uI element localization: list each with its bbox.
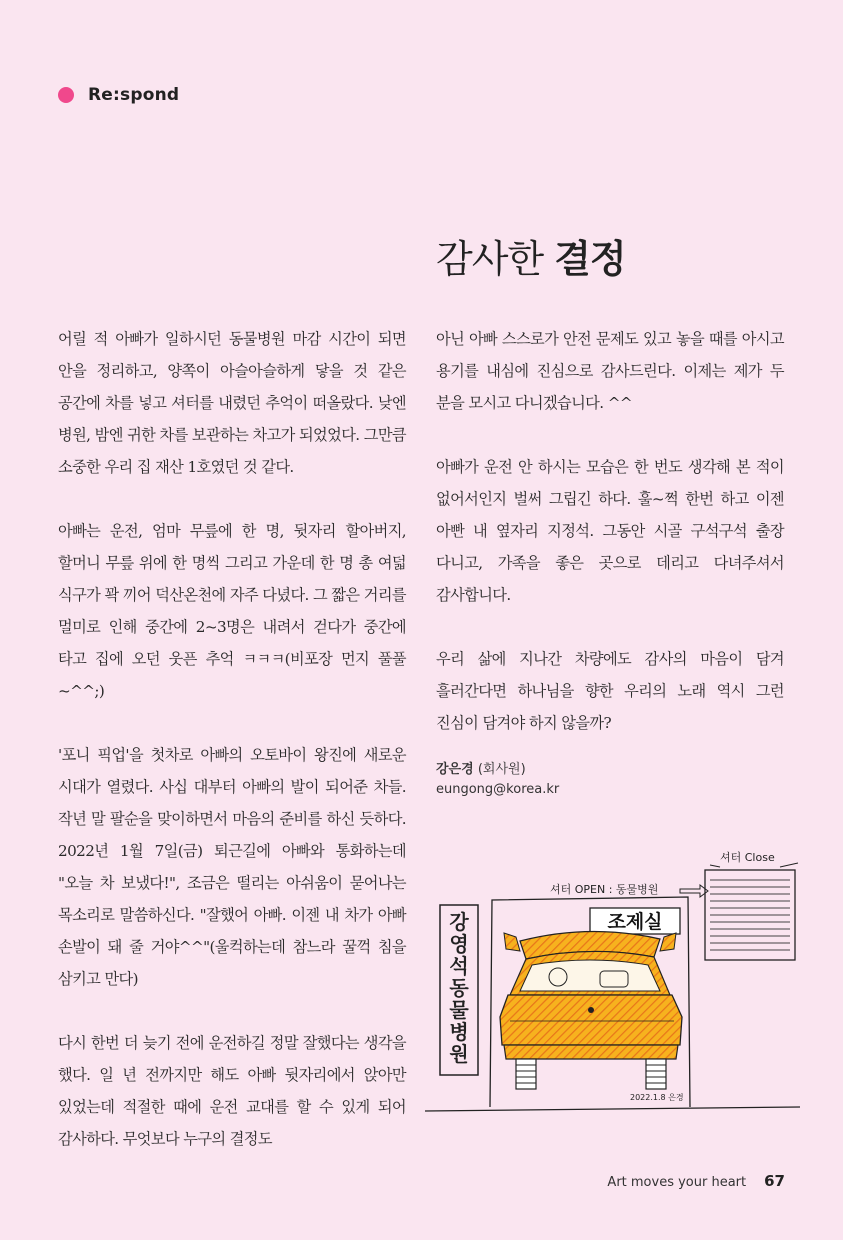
car-mirror — [504, 933, 520, 951]
paragraph: 다시 한번 더 늦기 전에 운전하길 정말 잘했다는 생각을 했다. 일 년 전까지만 해도 아빠 뒷자리에서 앉아만 있었는데 적절한 때에 운전 교대를 할 수 있게 되어 감사하다. 무엇보다 누구의 결정도 — [58, 1034, 406, 1148]
author-block — [436, 760, 559, 800]
sign-char: 동 — [449, 976, 469, 1000]
car-mirror — [660, 933, 676, 951]
car-garage-illustration — [420, 845, 805, 1130]
right-column — [436, 323, 784, 739]
paragraph: 아빠는 운전, 엄마 무릎에 한 명, 뒷자리 할아버지, 할머니 무릎 위에 한 명씩 그리고 가운데 한 명 총 여덟 식구가 꽉 끼어 덕산온천에 자주 다녔다. 그 짧은 거리를 멀미로 인해 중간에 2~3명은 내려서 걷다가 중간에 타고 집에 오던 웃픈 추억 ㅋㅋㅋ(비포장 먼지 풀풀~^^;) — [58, 522, 406, 700]
title-bold: 결정 — [554, 237, 626, 281]
car-wheel — [516, 1059, 536, 1089]
shutter-open-label: 셔터 OPEN : 동물병원 — [550, 883, 659, 896]
sign-char: 영 — [449, 932, 469, 956]
footer-tagline: Art moves your heart — [607, 1175, 747, 1190]
car-windshield — [520, 960, 660, 991]
paragraph: 우리 삶에 지나간 차량에도 감사의 마음이 담겨 흘러간다면 하나님을 향한 우리의 노래 역시 그런 진심이 담겨야 하지 않을까? — [436, 650, 784, 732]
page-number: 67 — [764, 1172, 785, 1190]
paragraph: 아닌 아빠 스스로가 안전 문제도 있고 놓을 때를 아시고 용기를 내심에 진심으로 감사드린다. 이제는 제가 두 분을 모시고 다니겠습니다. ^^ — [436, 330, 784, 412]
section-dot — [58, 87, 74, 103]
paragraph: 어릴 적 아빠가 일하시던 동물병원 마감 시간이 되면 안을 정리하고, 양쪽이 아슬아슬하게 닿을 것 같은 공간에 차를 넣고 셔터를 내렸던 추억이 떠올랐다. 낮엔 병원, 밤엔 귀한 차를 보관하는 차고가 되었었다. 그만큼 소중한 우리 집 재산 1호였던 것 같다. — [58, 330, 406, 476]
arrow-icon — [680, 885, 708, 897]
room-sign-text: 조제실 — [607, 911, 663, 933]
author-name: 강은경 — [436, 762, 474, 777]
artist-signature: 2022.1.8 은경 — [630, 1093, 684, 1102]
shutter-close-label: 셔터 Close — [720, 851, 775, 864]
sign-char: 석 — [449, 954, 469, 978]
sign-char: 원 — [449, 1042, 469, 1066]
page-title — [436, 228, 626, 283]
car-body — [500, 995, 682, 1045]
page-footer — [607, 1172, 785, 1190]
sign-char: 물 — [449, 998, 469, 1022]
sign-char: 강 — [449, 910, 469, 934]
paragraph: 아빠가 운전 안 하시는 모습은 한 번도 생각해 본 적이 없어서인지 벌써 그립긴 하다. 훌~쩍 한번 하고 이젠 아빤 내 옆자리 지정석. 그동안 시골 구석구석 출장 다니고, 가족을 좋은 곳으로 데리고 다녀주셔서 감사합니다. — [436, 458, 784, 604]
car-bumper — [504, 1045, 678, 1059]
ground-line — [425, 1107, 800, 1111]
author-email: eungong@korea.kr — [436, 782, 560, 797]
sign-char: 병 — [449, 1020, 469, 1044]
author-role: (회사원) — [477, 762, 526, 777]
left-column — [58, 323, 406, 1155]
title-light: 감사한 — [436, 237, 555, 281]
section-label: Re:spond — [88, 85, 180, 105]
car-wheel — [646, 1059, 666, 1089]
paragraph: '포니 픽업'을 첫차로 아빠의 오토바이 왕진에 새로운 시대가 열렸다. 사십 대부터 아빠의 발이 되어준 차들. 작년 말 팔순을 맞이하면서 마음의 준비를 하신 듯하다. 2022년 1월 7일(금) 퇴근길에 아빠와 통화하는데 "오늘 차 보냈다!", 조금은 떨리는 아쉬움이 묻어나는 목소리로 말씀하신다. "잘했어 아빠. 이젠 내 차가 아빠 손발이 돼 줄 거야^^"(울컥하는데 참느라 꿀꺽 침을 삼키고 만다) — [58, 746, 406, 988]
section-tag — [58, 85, 179, 105]
car-emblem — [588, 1007, 594, 1013]
shutter-slats — [710, 880, 790, 950]
